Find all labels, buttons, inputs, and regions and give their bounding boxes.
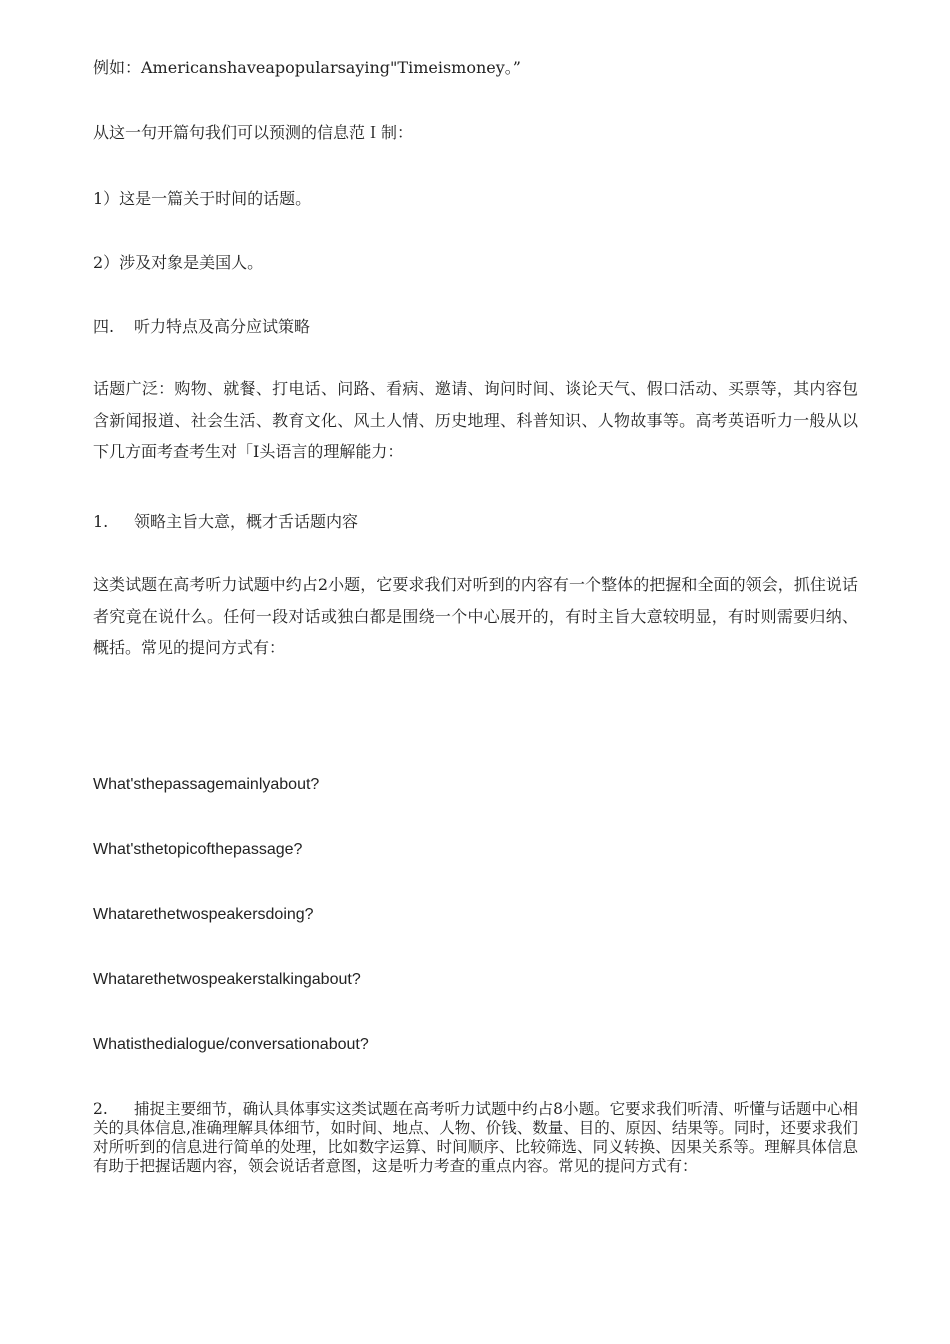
section-heading-4	[93, 317, 858, 337]
topics-paragraph: 话题广泛：购物、就餐、打电话、问路、看病、邀请、询问时间、谈论天气、假口活动、买票等，其内容包含新闻报道、社会生活、教育文化、风土人情、历史地理、科普知识、人物故事等。高考英语听力一般从以下几方面考查考生对「I头语言的理解能力：	[93, 379, 858, 461]
question-2: What'sthetopicofthepassage?	[93, 841, 303, 858]
item-1-paragraph: 这类试题在高考听力试题中约占2小题，它要求我们对听到的内容有一个整体的把握和全面的领会，抓住说话者究竟在说什么。任何一段对话或独白都是围绕一个中心展开的，有时主旨大意较明显，有时则需要归纳、概括。常见的提问方式有：	[93, 575, 858, 657]
question-1: What'sthepassagemainlyabout?	[93, 776, 320, 793]
item-1-heading	[93, 512, 858, 532]
question-3: Whatarethetwospeakersdoing?	[93, 906, 314, 923]
prediction-item-1: 1）这是一篇关于时间的话题。	[93, 189, 312, 208]
item-2-paragraph	[93, 1100, 858, 1176]
item-1-number: 1.	[93, 512, 109, 531]
prediction-intro: 从这一句开篇句我们可以预测的信息范Ｉ制：	[93, 123, 414, 142]
item-1-title: 领略主旨大意，概才舌话题内容	[134, 512, 359, 531]
question-5: Whatisthedialogue/conversationabout?	[93, 1036, 369, 1053]
prediction-item-2: 2）涉及对象是美国人。	[93, 253, 264, 272]
section-title: 听力特点及高分应试策略	[134, 317, 311, 336]
item-2-text: 捕捉主要细节，确认具体事实这类试题在高考听力试题中约占8小题。它要求我们听清、听懂与话题中心相关的具体信息,准确理解具体细节，如时间、地点、人物、价钱、数量、目的、原因、结果等。同时，还要求我们对所听到的信息进行简单的处理，比如数字运算、时间顺序、比较筛选、同义转换、因果关系等。理解具体信息有助于把握话题内容，领会说话者意图，这是听力考查的重点内容。常见的提问方式有：	[93, 1100, 858, 1175]
question-4: Whatarethetwospeakerstalkingabout?	[93, 971, 361, 988]
item-2-number: 2.	[93, 1100, 108, 1118]
section-number: 四.	[93, 317, 115, 336]
example-line: 例如：Americanshaveapopularsaying"Timeismoney。”	[93, 58, 521, 77]
